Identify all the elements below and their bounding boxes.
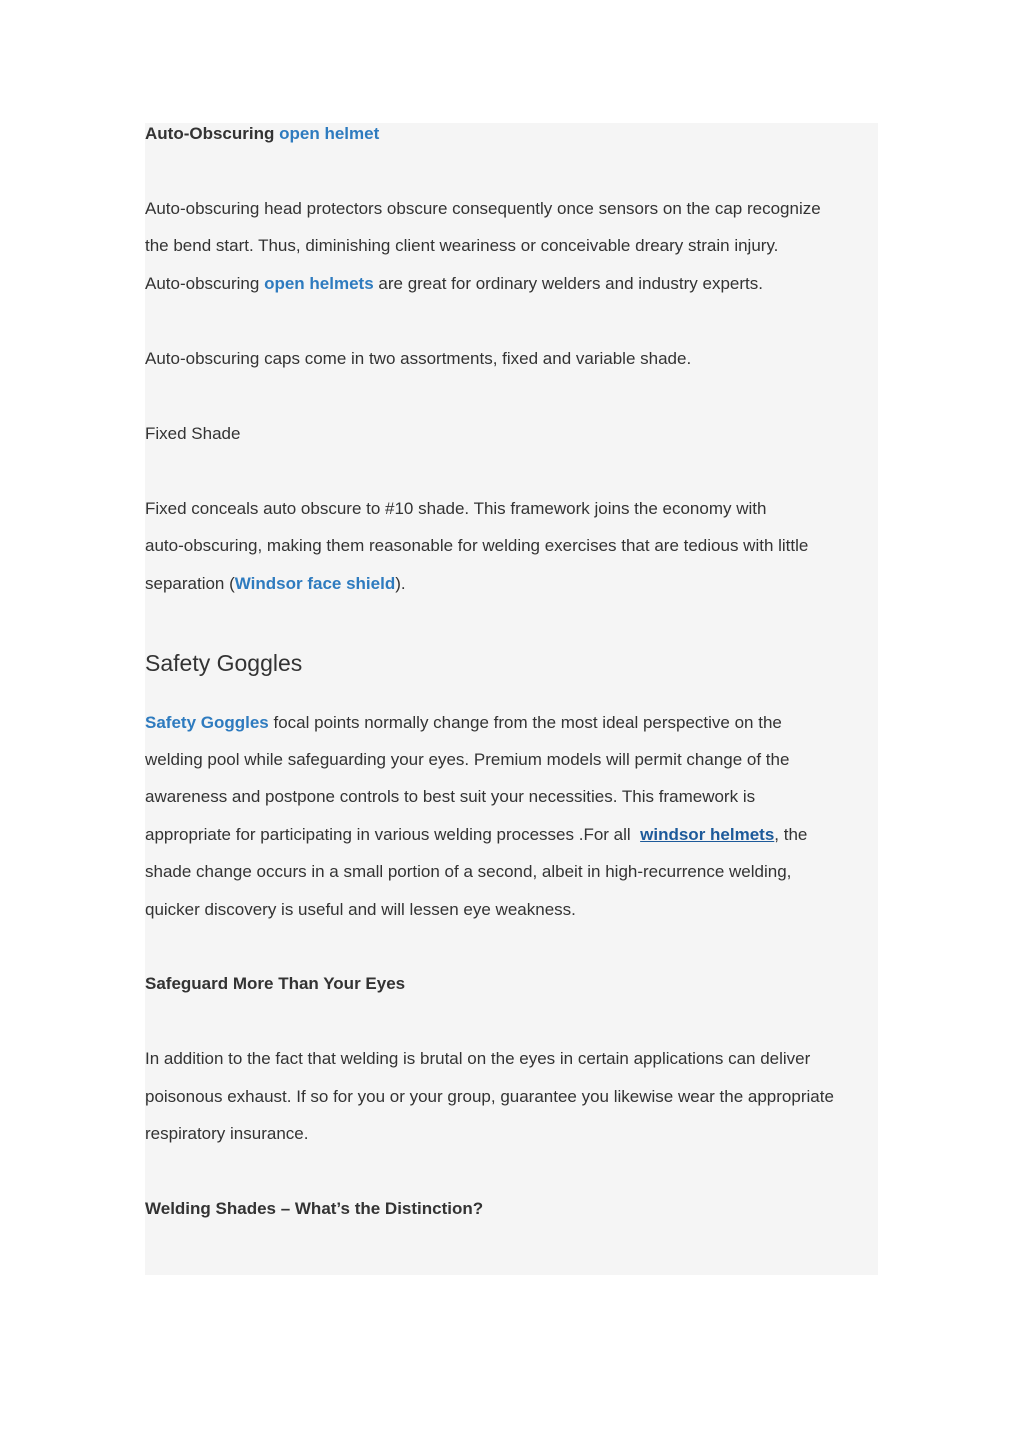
paragraph-line: welding pool while safeguarding your eyes. Premium models will permit change of the — [145, 750, 790, 769]
open-helmet-link[interactable]: open helmet — [279, 124, 380, 143]
paragraph-line — [145, 823, 807, 847]
paragraph-line: poisonous exhaust. If so for you or your group, guarantee you likewise wear the appropriate — [145, 1087, 834, 1106]
windsor-helmets-link[interactable]: windsor helmets — [640, 825, 775, 844]
subheading-fixed-shade: Fixed Shade — [145, 424, 241, 443]
paragraph-text: appropriate for participating in various welding processes .For all — [145, 825, 641, 844]
open-helmets-link[interactable]: open helmets — [264, 274, 374, 293]
paragraph-text: are great for ordinary welders and industry experts. — [373, 274, 763, 293]
paragraph-line: Auto-obscuring head protectors obscure consequently once sensors on the cap recognize — [145, 199, 821, 218]
paragraph-line: awareness and postpone controls to best suit your necessities. This framework is — [145, 787, 756, 806]
windsor-face-shield-link[interactable]: Windsor face shield — [234, 574, 396, 593]
paragraph-text: ). — [395, 574, 406, 593]
paragraph-text: , the — [774, 825, 808, 844]
paragraph-line — [145, 711, 782, 735]
heading-text: Auto-Obscuring — [145, 124, 280, 143]
subheading-welding-shades: Welding Shades – What’s the Distinction? — [145, 1199, 484, 1218]
paragraph-text: Auto-obscuring — [145, 274, 265, 293]
paragraph-line: Fixed conceals auto obscure to #10 shade. This framework joins the economy with — [145, 499, 767, 518]
paragraph-line — [145, 572, 406, 596]
paragraph-line: Auto-obscuring caps come in two assortments, fixed and variable shade. — [145, 349, 692, 368]
subheading-safeguard: Safeguard More Than Your Eyes — [145, 974, 406, 993]
paragraph-line — [145, 272, 763, 296]
paragraph-line: shade change occurs in a small portion of a second, albeit in high-recurrence welding, — [145, 862, 792, 881]
section-heading-auto-obscuring — [145, 122, 379, 146]
safety-goggles-link[interactable]: Safety Goggles — [145, 713, 269, 732]
paragraph-line: quicker discovery is useful and will lessen eye weakness. — [145, 900, 576, 919]
paragraph-line: In addition to the fact that welding is brutal on the eyes in certain applications can deliver — [145, 1049, 811, 1068]
paragraph-line: respiratory insurance. — [145, 1124, 309, 1143]
paragraph-text: separation ( — [145, 574, 235, 593]
heading-safety-goggles: Safety Goggles — [145, 650, 303, 676]
paragraph-line: the bend start. Thus, diminishing client weariness or conceivable dreary strain injury. — [145, 236, 779, 255]
paragraph-text: focal points normally change from the most ideal perspective on the — [268, 713, 782, 732]
paragraph-line: auto-obscuring, making them reasonable for welding exercises that are tedious with little — [145, 536, 809, 555]
